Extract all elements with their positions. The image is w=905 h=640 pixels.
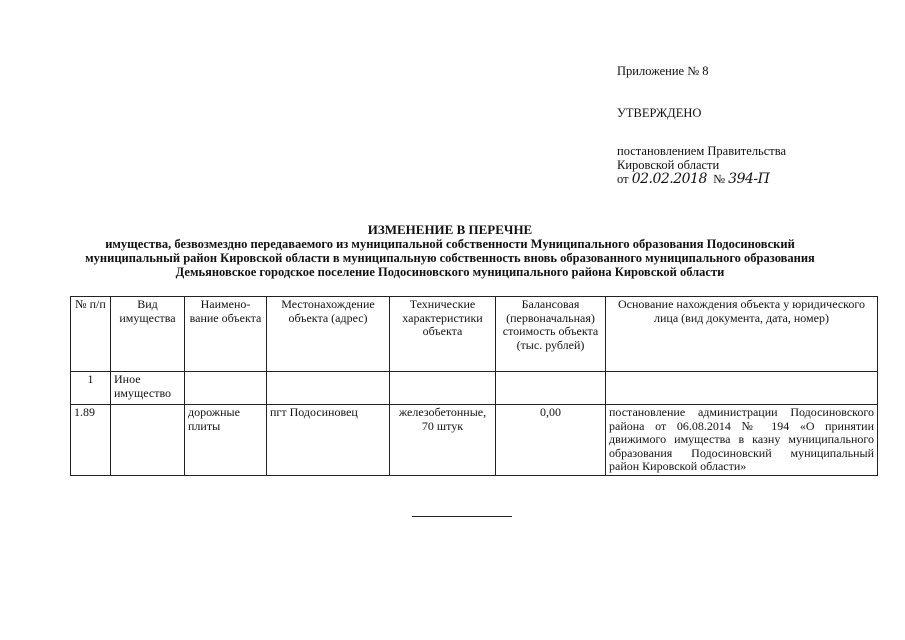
document-title: ИЗМЕНЕНИЕ В ПЕРЕЧНЕ xyxy=(367,222,533,237)
header-cell: Основание нахождения объекта у юридического лица (вид документа, дата, номер) xyxy=(606,297,878,372)
table-cell xyxy=(111,405,185,476)
table-cell xyxy=(496,372,606,405)
decree-date: 02.02.2018 xyxy=(631,171,707,187)
decree-line-1: постановлением Правительства xyxy=(617,144,787,158)
header-cell: Наимено-вание объекта xyxy=(185,297,267,372)
header-cell: Вид имущества xyxy=(111,297,185,372)
decree-line-2: Кировской области xyxy=(617,158,720,172)
table-cell: 1.89 xyxy=(71,405,111,476)
decree-date-line xyxy=(617,172,877,186)
table-row xyxy=(71,372,878,405)
heading-line-1: имущества, безвозмездно передаваемого из муниципальной собственности Муниципального образования Подосиновский xyxy=(105,237,795,251)
document-heading xyxy=(60,223,840,279)
table-header-row xyxy=(71,297,878,372)
table-row xyxy=(71,405,878,476)
table-cell: 0,00 xyxy=(496,405,606,476)
header-cell: Технические характеристики объекта xyxy=(390,297,496,372)
number-prefix: № xyxy=(713,172,726,186)
header-cell: Балансовая (первоначальная) стоимость объекта (тыс. рублей) xyxy=(496,297,606,372)
property-table xyxy=(70,296,878,476)
table-cell xyxy=(606,372,878,405)
table-cell: дорожные плиты xyxy=(185,405,267,476)
table-cell: постановление администрации Подосиновского района от 06.08.2014 № 194 «О принятии движимого имущества в казну муниципального образования Подосиновский муниципальный район Кировской области» xyxy=(606,405,878,476)
table-cell xyxy=(390,372,496,405)
from-prefix: от xyxy=(617,172,629,186)
table-cell: железобетонные, 70 штук xyxy=(390,405,496,476)
heading-line-2: муниципальный район Кировской области в муниципальную собственность вновь образованного муниципального образования xyxy=(85,251,815,265)
table-cell: пгт Подосиновец xyxy=(267,405,390,476)
header-cell: Местонахождение объекта (адрес) xyxy=(267,297,390,372)
approved-label: УТВЕРЖДЕНО xyxy=(617,106,702,120)
separator-line xyxy=(412,516,512,517)
approval-block xyxy=(617,64,877,186)
table-cell: 1 xyxy=(71,372,111,405)
decree-number: 394-П xyxy=(728,171,770,187)
heading-line-3: Демьяновское городское поселение Подосиновского муниципального района Кировской области xyxy=(175,265,725,279)
table-cell: Иное имущество xyxy=(111,372,185,405)
table-cell xyxy=(185,372,267,405)
table-cell xyxy=(267,372,390,405)
appendix-label: Приложение № 8 xyxy=(617,64,709,78)
header-cell: № п/п xyxy=(71,297,111,372)
